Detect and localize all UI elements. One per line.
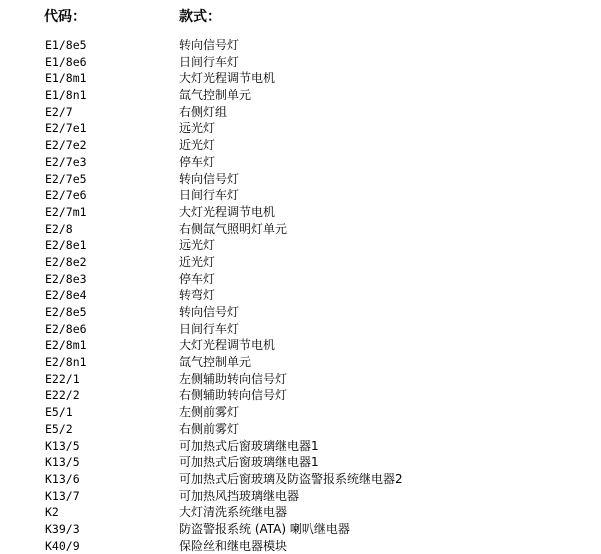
code-column-header: 代码： bbox=[44, 9, 86, 25]
component-code: E2/7e3 bbox=[45, 154, 87, 169]
component-name: 日间行车灯 bbox=[179, 54, 240, 69]
component-name: 转弯灯 bbox=[179, 288, 216, 303]
component-name: 氙气控制单元 bbox=[179, 355, 252, 370]
component-name: 转向信号灯 bbox=[179, 305, 240, 319]
component-name: 可加热式后窗玻璃继电器1 bbox=[179, 438, 319, 453]
component-code: E1/8n1 bbox=[45, 88, 87, 103]
list-item bbox=[0, 488, 601, 505]
component-name: 氙气控制单元 bbox=[179, 88, 252, 103]
component-code: E5/2 bbox=[45, 421, 73, 436]
list-item bbox=[0, 154, 601, 171]
component-code: E2/7e5 bbox=[45, 171, 87, 186]
component-code: E22/1 bbox=[45, 371, 80, 386]
component-name: 日间行车灯 bbox=[179, 321, 240, 336]
list-item bbox=[0, 321, 601, 338]
component-code: K13/6 bbox=[45, 471, 80, 486]
component-name: 可加热风挡玻璃继电器 bbox=[179, 488, 300, 503]
component-name: 右侧辅助转向信号灯 bbox=[179, 388, 288, 403]
component-code: E2/8e4 bbox=[45, 288, 87, 303]
component-name: 右侧前雾灯 bbox=[179, 421, 240, 436]
list-item bbox=[0, 371, 601, 388]
list-item bbox=[0, 538, 601, 554]
list-item bbox=[0, 120, 601, 137]
list-item bbox=[0, 37, 601, 54]
component-name: 可加热式后窗玻璃继电器1 bbox=[179, 455, 319, 470]
component-name: 大灯光程调节电机 bbox=[179, 71, 276, 86]
component-code: E1/8e6 bbox=[45, 54, 87, 69]
component-code: E2/8 bbox=[45, 221, 73, 236]
component-name: 日间行车灯 bbox=[179, 188, 240, 203]
component-code: K13/5 bbox=[45, 455, 80, 470]
component-name: 近光灯 bbox=[179, 138, 216, 153]
component-code: E1/8e5 bbox=[45, 38, 87, 52]
list-item bbox=[0, 237, 601, 254]
list-item bbox=[0, 337, 601, 354]
component-code: E22/2 bbox=[45, 388, 80, 403]
component-code: K39/3 bbox=[45, 521, 80, 536]
component-code: E2/7e6 bbox=[45, 188, 87, 203]
list-item bbox=[0, 354, 601, 371]
list-item bbox=[0, 421, 601, 438]
list-item bbox=[0, 54, 601, 71]
component-name: 近光灯 bbox=[179, 254, 216, 269]
component-code: E2/8e3 bbox=[45, 271, 87, 286]
component-name: 远光灯 bbox=[179, 121, 216, 136]
component-name: 停车灯 bbox=[179, 154, 216, 169]
component-code: K40/9 bbox=[45, 538, 80, 553]
list-item bbox=[0, 187, 601, 204]
component-code: E2/8m1 bbox=[45, 338, 87, 353]
component-name: 大灯光程调节电机 bbox=[179, 338, 276, 353]
component-name: 右侧灯组 bbox=[179, 104, 228, 119]
component-name: 停车灯 bbox=[179, 271, 216, 286]
component-name: 大灯清洗系统继电器 bbox=[179, 505, 288, 520]
component-name: 保险丝和继电器模块 bbox=[179, 538, 288, 553]
list-item bbox=[0, 387, 601, 404]
component-code: E2/8e2 bbox=[45, 254, 87, 269]
list-item bbox=[0, 287, 601, 304]
component-code: K13/5 bbox=[45, 438, 80, 453]
list-item bbox=[0, 171, 601, 188]
list-item bbox=[0, 254, 601, 271]
list-item bbox=[0, 204, 601, 221]
component-code: E2/8n1 bbox=[45, 355, 87, 370]
component-name: 左侧前雾灯 bbox=[179, 405, 240, 420]
list-item bbox=[0, 471, 601, 488]
component-code: E2/8e1 bbox=[45, 238, 87, 253]
component-code: E1/8m1 bbox=[45, 71, 87, 86]
component-list bbox=[0, 37, 601, 554]
component-name: 转向信号灯 bbox=[179, 171, 240, 186]
table-header bbox=[0, 7, 601, 27]
component-name: 可加热式后窗玻璃及防盗警报系统继电器2 bbox=[179, 471, 403, 486]
style-column-header: 款式： bbox=[179, 9, 221, 25]
list-item bbox=[0, 454, 601, 471]
component-code: E2/8e6 bbox=[45, 321, 87, 336]
list-item bbox=[0, 137, 601, 154]
component-code: E2/7 bbox=[45, 104, 73, 119]
list-item bbox=[0, 521, 601, 538]
component-name: 转向信号灯 bbox=[179, 38, 240, 52]
component-code: K2 bbox=[45, 505, 59, 520]
component-name: 右侧氙气照明灯单元 bbox=[179, 221, 288, 236]
component-name: 防盗警报系统 (ATA) 喇叭继电器 bbox=[179, 521, 350, 536]
list-item bbox=[0, 504, 601, 521]
component-code: E5/1 bbox=[45, 405, 73, 420]
list-item bbox=[0, 70, 601, 87]
component-name: 大灯光程调节电机 bbox=[179, 204, 276, 219]
component-name: 左侧辅助转向信号灯 bbox=[179, 371, 288, 386]
component-code: E2/7e2 bbox=[45, 138, 87, 153]
list-item bbox=[0, 104, 601, 121]
list-item bbox=[0, 271, 601, 288]
list-item bbox=[0, 221, 601, 238]
component-name: 远光灯 bbox=[179, 238, 216, 253]
list-item bbox=[0, 304, 601, 321]
list-item bbox=[0, 438, 601, 455]
component-code: E2/7m1 bbox=[45, 204, 87, 219]
list-item bbox=[0, 87, 601, 104]
component-code: E2/8e5 bbox=[45, 305, 87, 319]
component-code: E2/7e1 bbox=[45, 121, 87, 136]
component-code: K13/7 bbox=[45, 488, 80, 503]
list-item bbox=[0, 404, 601, 421]
